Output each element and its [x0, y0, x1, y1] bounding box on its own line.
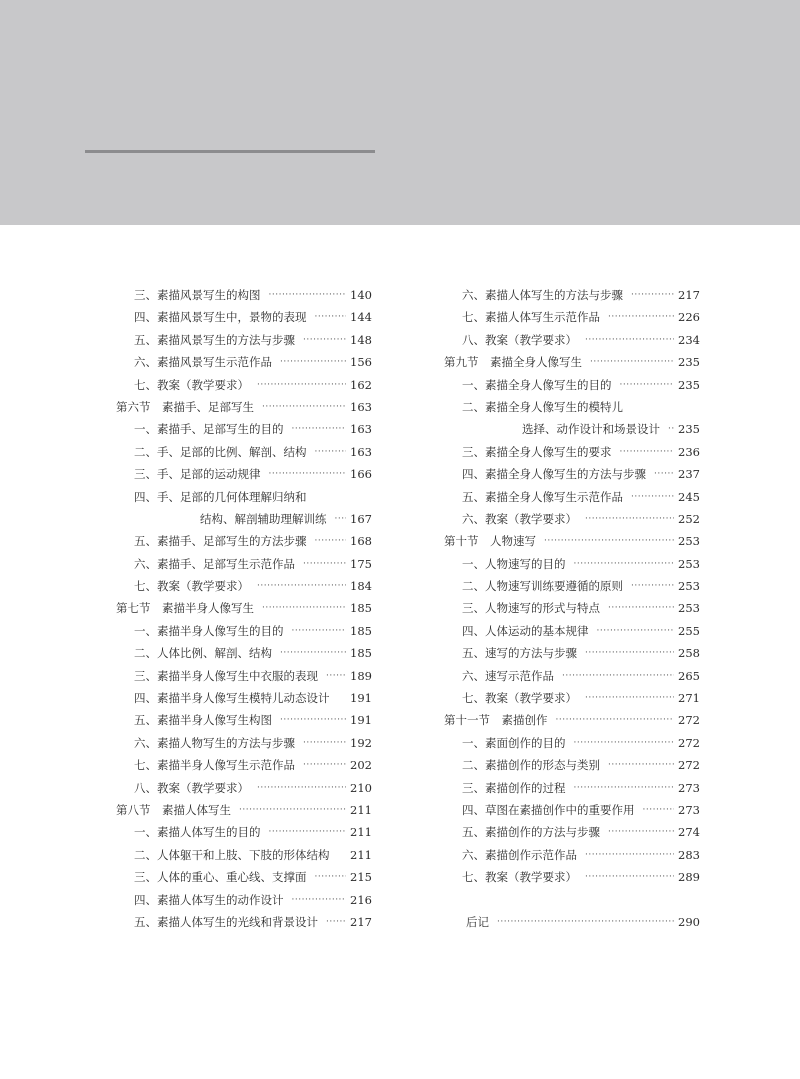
- toc-entry-title: 七、教案（教学要求）: [134, 579, 249, 594]
- toc-leader-dots: [292, 418, 347, 440]
- toc-left-column: [116, 284, 372, 933]
- toc-entry: [116, 844, 372, 866]
- toc-page-number: 283: [678, 847, 700, 862]
- toc-leader-dots: [269, 821, 347, 843]
- toc-page-number: 162: [350, 377, 372, 392]
- toc-page-number: 167: [350, 511, 372, 526]
- toc-leader-dots: [303, 754, 346, 776]
- toc-entry: [444, 844, 700, 866]
- toc-page-number: 290: [678, 914, 700, 929]
- toc-page-number: 215: [350, 870, 372, 885]
- toc-entry: [444, 374, 700, 396]
- toc-section-entry: [116, 396, 372, 418]
- toc-entry: [116, 441, 372, 463]
- toc-entry: [116, 821, 372, 843]
- toc-page-number: 253: [678, 601, 700, 616]
- toc-page-number: 148: [350, 332, 372, 347]
- toc-entry: [444, 911, 700, 933]
- toc-leader-dots: [620, 374, 675, 396]
- toc-entry: [444, 396, 700, 418]
- toc-entry-title: 五、素描半身人像写生构图: [134, 713, 272, 728]
- toc-leader-dots: [574, 553, 675, 575]
- toc-entry-title: 四、草图在素描创作中的重要作用: [462, 802, 635, 817]
- toc-entry: [116, 754, 372, 776]
- toc-page-number: 166: [350, 467, 372, 482]
- toc-entry-title: 五、素描创作的方法与步骤: [462, 825, 600, 840]
- toc-page-number: 202: [350, 758, 372, 773]
- toc-entry-title: 第十节 人物速写: [444, 534, 536, 549]
- toc-leader-dots: [257, 575, 346, 597]
- toc-entry-title: 六、素描人体写生的方法与步骤: [462, 288, 623, 302]
- toc-page-number: 185: [350, 601, 372, 616]
- toc-page-number: 185: [350, 646, 372, 661]
- toc-entry: [116, 351, 372, 373]
- toc-entry-title: 七、素描人体写生示范作品: [462, 310, 600, 325]
- toc-leader-dots: [292, 620, 347, 642]
- toc-leader-dots: [303, 553, 346, 575]
- toc-section-entry: [116, 597, 372, 619]
- toc-entry-title: 二、手、足部的比例、解剖、结构: [134, 444, 307, 459]
- toc-entry-title: 六、素描手、足部写生示范作品: [134, 556, 295, 571]
- toc-entry-title: 一、素面创作的目的: [462, 735, 566, 750]
- toc-leader-dots: [335, 508, 347, 530]
- toc-entry-title: 四、素描全身人像写生的方法与步骤: [462, 467, 646, 482]
- toc-leader-dots: [303, 329, 346, 351]
- toc-entry-title: 四、手、足部的几何体理解归纳和: [134, 489, 307, 504]
- toc-entry: [444, 754, 700, 776]
- toc-entry-title: 六、素描创作示范作品: [462, 847, 577, 862]
- toc-entry-title: 第十一节 素描创作: [444, 713, 548, 728]
- toc-entry: [444, 463, 700, 485]
- toc-entry-title: 第七节 素描半身人像写生: [116, 601, 254, 616]
- toc-page-number: 235: [678, 355, 700, 370]
- toc-entry-title: 七、教案（教学要求）: [462, 870, 577, 885]
- toc-page-number: 211: [350, 847, 372, 862]
- toc-entry-title: 七、教案（教学要求）: [134, 377, 249, 392]
- toc-entry: [116, 777, 372, 799]
- toc-leader-dots: [620, 441, 675, 463]
- toc-entry: [116, 329, 372, 351]
- toc-leader-dots: [585, 866, 674, 888]
- toc-entry-title: 六、素描人物写生的方法与步骤: [134, 735, 295, 750]
- toc-entry: [444, 418, 700, 440]
- toc-entry-title: 七、素描半身人像写生示范作品: [134, 758, 295, 773]
- header-rule: [85, 150, 375, 153]
- toc-entry-title: 五、素描手、足部写生的方法步骤: [134, 534, 307, 549]
- toc-entry: [444, 486, 700, 508]
- toc-entry: [116, 642, 372, 664]
- toc-page-number: 289: [678, 870, 700, 885]
- toc-entry: [116, 889, 372, 911]
- toc-section-entry: [444, 709, 700, 731]
- toc-entry: [444, 284, 700, 306]
- toc-entry-title: 三、素描半身人像写生中衣服的表现: [134, 668, 318, 683]
- toc-page-number: 272: [678, 758, 700, 773]
- toc-page-number: 156: [350, 355, 372, 370]
- toc-page-number: 175: [350, 556, 372, 571]
- toc-page-number: 216: [350, 892, 372, 907]
- toc-entry-title: 四、素描人体写生的动作设计: [134, 892, 284, 907]
- toc-entry: [444, 866, 700, 888]
- toc-entry-title: 一、素描半身人像写生的目的: [134, 623, 284, 638]
- toc-page-number: 192: [350, 735, 372, 750]
- toc-entry: [116, 508, 372, 530]
- toc-entry-title: 一、人物速写的目的: [462, 556, 566, 571]
- toc-entry: [116, 687, 372, 709]
- toc-entry: [444, 575, 700, 597]
- toc-leader-dots: [257, 777, 346, 799]
- toc-entry: [116, 486, 372, 508]
- toc-entry: [116, 374, 372, 396]
- toc-page-number: 189: [350, 668, 372, 683]
- toc-leader-dots: [497, 911, 674, 933]
- toc-entry: [444, 329, 700, 351]
- toc-entry: [116, 911, 372, 933]
- toc-entry: [116, 553, 372, 575]
- toc-page-number: 235: [678, 377, 700, 392]
- toc-page-number: 265: [678, 668, 700, 683]
- toc-entry-title: 五、素描人体写生的光线和背景设计: [134, 914, 318, 929]
- toc-entry-title: 六、速写示范作品: [462, 668, 554, 683]
- toc-entry: [116, 284, 372, 306]
- toc-entry-title: 四、人体运动的基本规律: [462, 623, 589, 638]
- toc-leader-dots: [585, 642, 674, 664]
- toc-entry-title: 二、素描创作的形态与类别: [462, 758, 600, 773]
- toc-page-number: 140: [350, 288, 372, 302]
- toc-entry: [444, 620, 700, 642]
- toc-entry-title: 三、素描风景写生的构图: [134, 288, 261, 302]
- toc-page-number: 253: [678, 556, 700, 571]
- toc-right-column: [444, 284, 700, 933]
- toc-entry-title: 六、素描风景写生示范作品: [134, 355, 272, 370]
- toc-entry: [444, 732, 700, 754]
- toc-leader-dots: [608, 306, 674, 328]
- toc-leader-dots: [597, 620, 675, 642]
- toc-leader-dots: [315, 866, 347, 888]
- toc-page-number: 255: [678, 623, 700, 638]
- toc-leader-dots: [239, 799, 346, 821]
- toc-entry-title: 结构、解剖辅助理解训练: [200, 511, 327, 526]
- toc-entry: [444, 777, 700, 799]
- toc-page-number: 274: [678, 825, 700, 840]
- toc-leader-dots: [269, 284, 347, 306]
- toc-page-number: 253: [678, 534, 700, 549]
- toc-leader-dots: [326, 665, 346, 687]
- toc-spacer: [444, 889, 700, 911]
- toc-page-number: 271: [678, 691, 700, 706]
- toc-leader-dots: [280, 709, 346, 731]
- toc-entry: [116, 575, 372, 597]
- toc-leader-dots: [303, 732, 346, 754]
- toc-leader-dots: [608, 821, 674, 843]
- toc-page-number: 163: [350, 444, 372, 459]
- toc-entry-title: 三、素描全身人像写生的要求: [462, 444, 612, 459]
- header-band: [0, 0, 800, 225]
- toc-page-number: 168: [350, 534, 372, 549]
- toc-entry-title: 二、人体躯干和上肢、下肢的形体结构: [134, 847, 330, 862]
- toc-entry-title: 一、素描手、足部写生的目的: [134, 422, 284, 437]
- toc-leader-dots: [262, 396, 346, 418]
- toc-leader-dots: [544, 530, 674, 552]
- toc-entry-title: 一、素描人体写生的目的: [134, 825, 261, 840]
- toc-leader-dots: [631, 486, 674, 508]
- toc-entry: [116, 732, 372, 754]
- toc-leader-dots: [315, 306, 347, 328]
- toc-leader-dots: [643, 799, 675, 821]
- toc-page-number: 191: [350, 691, 372, 706]
- toc-entry: [444, 597, 700, 619]
- toc-entry-title: 六、教案（教学要求）: [462, 511, 577, 526]
- toc-entry: [444, 508, 700, 530]
- toc-page-number: 144: [350, 310, 372, 325]
- toc-entry-title: 第六节 素描手、足部写生: [116, 399, 254, 414]
- toc-leader-dots: [654, 463, 674, 485]
- toc-leader-dots: [292, 889, 347, 911]
- toc-page-number: 272: [678, 735, 700, 750]
- toc-entry: [444, 821, 700, 843]
- toc-entry-title: 一、素描全身人像写生的目的: [462, 377, 612, 392]
- toc-entry-title: 四、素描半身人像写生模特儿动态设计: [134, 691, 330, 706]
- toc-entry: [116, 463, 372, 485]
- toc-page-number: 210: [350, 780, 372, 795]
- toc-page-number: 272: [678, 713, 700, 728]
- toc-leader-dots: [257, 374, 346, 396]
- toc-page-number: 236: [678, 444, 700, 459]
- toc-entry-title: 三、人体的重心、重心线、支撑面: [134, 870, 307, 885]
- toc-leader-dots: [326, 911, 346, 933]
- toc-page-number: 184: [350, 579, 372, 594]
- toc-page-number: 191: [350, 713, 372, 728]
- toc-page-number: 273: [678, 802, 700, 817]
- toc-page-number: 185: [350, 623, 372, 638]
- toc-entry-title: 二、素描全身人像写生的模特儿: [462, 399, 623, 414]
- toc-entry-title: 三、素描创作的过程: [462, 780, 566, 795]
- toc-page-number: 211: [350, 825, 372, 840]
- toc-entry: [116, 418, 372, 440]
- toc-leader-dots: [590, 351, 674, 373]
- toc-entry: [444, 642, 700, 664]
- toc-entry: [444, 665, 700, 687]
- toc-entry: [116, 620, 372, 642]
- toc-leader-dots: [280, 642, 346, 664]
- toc-page-number: 253: [678, 579, 700, 594]
- toc-entry: [116, 866, 372, 888]
- toc-entry-title: 七、教案（教学要求）: [462, 691, 577, 706]
- toc-leader-dots: [668, 418, 674, 440]
- toc-entry: [116, 665, 372, 687]
- toc-entry-title: 八、教案（教学要求）: [462, 332, 577, 347]
- toc-entry-title: 二、人体比例、解剖、结构: [134, 646, 272, 661]
- toc-entry-title: 四、素描风景写生中，景物的表现: [134, 310, 307, 325]
- toc-leader-dots: [315, 530, 347, 552]
- toc-page-number: 226: [678, 310, 700, 325]
- toc-entry-title: 二、人物速写训练要遵循的原则: [462, 579, 623, 594]
- toc-leader-dots: [631, 575, 674, 597]
- toc-page-number: 258: [678, 646, 700, 661]
- toc-entry-title: 选择、动作设计和场景设计: [522, 422, 660, 437]
- toc-leader-dots: [574, 732, 675, 754]
- toc-leader-dots: [608, 754, 674, 776]
- toc-page-number: 273: [678, 780, 700, 795]
- toc-entry: [444, 306, 700, 328]
- toc-leader-dots: [562, 665, 674, 687]
- toc-page-number: 234: [678, 332, 700, 347]
- toc-entry-title: 三、人物速写的形式与特点: [462, 601, 600, 616]
- toc-page-number: 217: [678, 288, 700, 302]
- toc-entry: [444, 799, 700, 821]
- toc-leader-dots: [585, 508, 674, 530]
- toc-page-number: 245: [678, 489, 700, 504]
- toc-entry-title: 第八节 素描人体写生: [116, 802, 231, 817]
- toc-leader-dots: [608, 597, 674, 619]
- toc-entry-title: 五、素描风景写生的方法与步骤: [134, 332, 295, 347]
- toc-section-entry: [116, 799, 372, 821]
- toc-leader-dots: [585, 329, 674, 351]
- toc-entry-title: 八、教案（教学要求）: [134, 780, 249, 795]
- toc-leader-dots: [269, 463, 347, 485]
- toc-leader-dots: [280, 351, 346, 373]
- toc-leader-dots: [556, 709, 675, 731]
- toc-page-number: 235: [678, 422, 700, 437]
- toc-entry-title: 后记: [466, 914, 489, 929]
- toc-page-number: 252: [678, 511, 700, 526]
- toc-entry: [444, 687, 700, 709]
- toc-section-entry: [444, 351, 700, 373]
- toc-entry-title: 五、素描全身人像写生示范作品: [462, 489, 623, 504]
- toc-leader-dots: [585, 844, 674, 866]
- toc-entry: [444, 441, 700, 463]
- toc-leader-dots: [315, 441, 347, 463]
- toc-leader-dots: [631, 284, 674, 306]
- toc-page-number: 163: [350, 399, 372, 414]
- toc-page-number: 237: [678, 467, 700, 482]
- toc-section-entry: [444, 530, 700, 552]
- toc-entry: [116, 709, 372, 731]
- toc-page-number: 217: [350, 914, 372, 929]
- toc-entry: [116, 306, 372, 328]
- toc-page-number: 163: [350, 422, 372, 437]
- toc-leader-dots: [262, 597, 346, 619]
- toc-entry-title: 三、手、足部的运动规律: [134, 467, 261, 482]
- toc-page-number: 211: [350, 802, 372, 817]
- toc-leader-dots: [574, 777, 675, 799]
- toc-leader-dots: [585, 687, 674, 709]
- toc-entry: [116, 530, 372, 552]
- toc-entry-title: 第九节 素描全身人像写生: [444, 355, 582, 370]
- toc-entry: [444, 553, 700, 575]
- toc-entry-title: 五、速写的方法与步骤: [462, 646, 577, 661]
